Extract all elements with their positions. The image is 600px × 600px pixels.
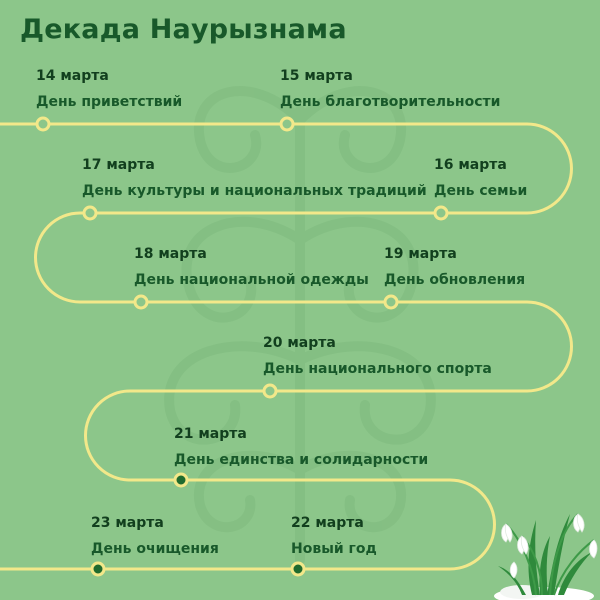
timeline-dot-23 [92,563,104,575]
event-name: День очищения [91,541,219,557]
event-march-16 [434,156,527,200]
timeline-dot-17 [84,207,96,219]
event-date: 20 марта [263,335,336,351]
event-date: 15 марта [280,68,353,84]
event-march-17 [82,156,427,200]
event-date: 23 марта [91,515,164,531]
timeline-dot-21 [175,474,187,486]
event-date: 16 марта [434,157,507,173]
event-name: День единства и солидарности [174,452,429,468]
event-march-15 [280,67,500,111]
event-name: День национального спорта [263,361,492,377]
event-date: 21 марта [174,426,247,442]
event-date: 22 марта [291,515,364,531]
page-title: Декада Наурызнама [20,14,347,45]
event-march-22 [291,514,377,558]
event-name: День семьи [434,183,528,199]
event-march-21 [174,425,428,469]
event-name: День национальной одежды [134,272,369,288]
event-march-19 [384,245,525,289]
timeline-dot-18 [135,296,147,308]
event-name: День культуры и национальных традиций [82,183,427,199]
timeline-dot-19 [385,296,397,308]
timeline-dot-20 [264,385,276,397]
event-march-20 [263,334,492,378]
event-name: Новый год [291,541,377,557]
event-name: День обновления [384,272,526,288]
snowdrop-flowers-illustration [492,500,600,600]
timeline-dot-15 [281,118,293,130]
event-march-18 [134,245,369,289]
event-date: 18 марта [134,246,207,262]
event-date: 14 марта [36,68,109,84]
timeline-dot-16 [435,207,447,219]
event-name: День приветствий [36,94,183,110]
timeline-dot-22 [292,563,304,575]
event-date: 17 марта [82,157,155,173]
event-name: День благотворительности [280,94,501,110]
event-march-14 [36,67,182,111]
event-march-23 [91,514,219,558]
event-date: 19 марта [384,246,457,262]
timeline-dot-14 [37,118,49,130]
